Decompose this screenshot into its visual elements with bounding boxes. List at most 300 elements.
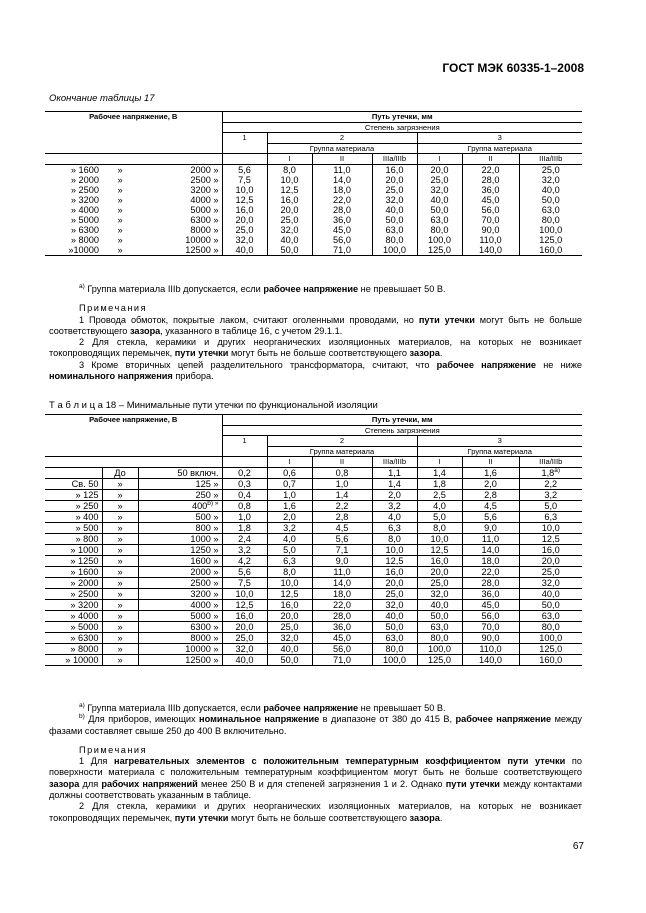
- voltage-mid: »: [117, 174, 123, 185]
- creepage-value: 1,0: [267, 489, 312, 500]
- voltage-to: 6300 »: [138, 621, 222, 632]
- table-row: [45, 164, 582, 175]
- voltage-from: » 10000: [45, 654, 102, 665]
- group-ii: II: [312, 457, 372, 468]
- creepage-value: 5,6: [222, 566, 267, 577]
- voltage-to: 1250 »: [138, 544, 222, 555]
- material-group-header: Группа материала: [267, 143, 417, 154]
- note-2: 2 Для стекла, керамики и других неорганических изоляционных материалов, на которых не возникает токопроводящих перемычек, пути утечки могут быть не больше соответствующего зазора.: [49, 337, 582, 359]
- creepage-value: 32,0: [417, 185, 462, 195]
- footnote-a: $^{a)}$ Группа материала IIIb допускается, если рабочее напряжение не превышает 50 В.: [79, 701, 446, 713]
- voltage-to: 4000 »: [138, 599, 222, 610]
- creepage-value: 56,0: [462, 205, 519, 215]
- creepage-value: 4,5: [462, 500, 519, 511]
- creepage-value: 160,0: [519, 245, 582, 256]
- creepage-value: 110,0: [462, 643, 519, 654]
- creepage-value: 32,0: [417, 588, 462, 599]
- table-row: [45, 175, 582, 185]
- creepage-value: 1,8: [222, 522, 267, 533]
- creepage-value: 7,5: [222, 175, 267, 185]
- creepage-value: 110,0: [462, 235, 519, 245]
- voltage-to: 2000 »: [138, 566, 222, 577]
- group-iii: IIIa/IIIb: [519, 457, 582, 468]
- material-group-header: Группа материала: [417, 446, 582, 457]
- creepage-value: 100,0: [372, 245, 417, 256]
- voltage-from: Св. 50: [45, 478, 102, 489]
- creepage-value: 1,0: [312, 478, 372, 489]
- creepage-value: 10,0: [222, 588, 267, 599]
- creepage-value: 25,0: [222, 632, 267, 643]
- group-i: I: [267, 457, 312, 468]
- creepage-value: 18,0: [312, 185, 372, 195]
- creepage-value: 71,0: [312, 654, 372, 665]
- group-iii: IIIa/IIIb: [519, 154, 582, 165]
- pollution-degree-header: Степень загрязнения: [222, 425, 582, 436]
- voltage-to: $400^{b) »}$: [138, 500, 222, 511]
- voltage-from: » 2000: [70, 174, 99, 185]
- pollution-degree-header: Степень загрязнения: [222, 122, 582, 133]
- creepage-value: 12,5: [222, 195, 267, 205]
- creepage-value: 12,5: [267, 588, 312, 599]
- creepage-value: 16,0: [267, 195, 312, 205]
- voltage-from: » 6300: [70, 224, 99, 235]
- creepage-value: 0,8: [312, 467, 372, 478]
- degree-2: 2: [267, 133, 417, 144]
- creepage-value: 20,0: [267, 205, 312, 215]
- creepage-value: 1,4: [417, 467, 462, 478]
- creepage-value: 36,0: [462, 588, 519, 599]
- creepage-value: 12,5: [222, 599, 267, 610]
- voltage-mid: »: [102, 478, 138, 489]
- voltage-mid: »: [102, 654, 138, 665]
- voltage-from: » 125: [45, 489, 102, 500]
- creepage-value: 10,0: [519, 522, 582, 533]
- creepage-value: 14,0: [312, 577, 372, 588]
- creepage-value: 2,4: [222, 533, 267, 544]
- creepage-value: 9,0: [462, 522, 519, 533]
- creepage-value: 40,0: [372, 205, 417, 215]
- creepage-value: 2,8: [312, 511, 372, 522]
- voltage-mid: »: [117, 164, 123, 175]
- creepage-value: 8,0: [372, 533, 417, 544]
- creepage-value: 16,0: [222, 205, 267, 215]
- creepage-value: 14,0: [462, 544, 519, 555]
- creepage-value: 80,0: [519, 621, 582, 632]
- creepage-value: 6,3: [267, 555, 312, 566]
- footnote-b: $^{b)}$ Для приборов, имеющих номинальное напряжение в диапазоне от 380 до 415 В, рабочее напряжение между фазами составляет свыше 250 до 400 В включительно.: [49, 713, 582, 736]
- voltage-to: 4000 »: [138, 195, 222, 205]
- voltage-mid: »: [117, 184, 123, 195]
- creepage-value: 22,0: [312, 599, 372, 610]
- creepage-value: 10,0: [267, 175, 312, 185]
- voltage-from: [45, 467, 102, 478]
- creepage-value: 1,8$^{a)}$: [519, 467, 582, 478]
- creepage-value: 100,0: [519, 632, 582, 643]
- creepage-value: 25,0: [372, 588, 417, 599]
- creepage-value: 18,0: [462, 555, 519, 566]
- voltage-to: 8000 »: [138, 632, 222, 643]
- creepage-value: 3,2: [267, 522, 312, 533]
- notes-title: Примечания: [79, 744, 148, 755]
- creepage-value: 36,0: [312, 215, 372, 225]
- creepage-value: 9,0: [312, 555, 372, 566]
- creepage-value: 32,0: [372, 195, 417, 205]
- creepage-value: 8,0: [267, 164, 312, 175]
- creepage-value: 140,0: [462, 654, 519, 665]
- creepage-value: 3,2: [372, 500, 417, 511]
- degree-3: 3: [417, 436, 582, 447]
- voltage-mid: »: [102, 599, 138, 610]
- voltage-to: 8000 »: [138, 225, 222, 235]
- table-row: [45, 500, 582, 511]
- creepage-value: 16,0: [372, 566, 417, 577]
- creepage-value: 25,0: [417, 577, 462, 588]
- creepage-value: 16,0: [267, 599, 312, 610]
- creepage-value: 6,3: [519, 511, 582, 522]
- note-1: 1 Провода обмоток, покрытые лаком, считают оголенными проводами, но пути утечки могут быть не больше соответствующего зазора, указанного в таблице 16, с учетом 29.1.1.: [49, 314, 582, 336]
- creepage-value: 63,0: [541, 204, 560, 215]
- voltage-mid: »: [102, 632, 138, 643]
- creepage-value: 2,2: [312, 500, 372, 511]
- creepage-value: 16,0: [372, 164, 417, 175]
- voltage-mid: »: [102, 500, 138, 511]
- creepage-value: 40,0: [541, 184, 560, 195]
- table-row: [45, 544, 582, 555]
- creepage-value: 90,0: [462, 632, 519, 643]
- creepage-value: 10,0: [372, 544, 417, 555]
- creepage-value: 20,0: [417, 566, 462, 577]
- creepage-value: 11,0: [312, 164, 372, 175]
- table-row: [45, 599, 582, 610]
- creepage-value: 80,0: [541, 214, 560, 225]
- creepage-value: 0,6: [267, 467, 312, 478]
- voltage-from: » 1600: [45, 566, 102, 577]
- voltage-to: 500 »: [138, 511, 222, 522]
- creepage-value: 70,0: [462, 621, 519, 632]
- table-18: [45, 414, 582, 666]
- table-row: [45, 225, 582, 235]
- creepage-value: 32,0: [541, 174, 560, 185]
- voltage-mid: »: [102, 577, 138, 588]
- table-row: [45, 478, 582, 489]
- creepage-value: 28,0: [462, 577, 519, 588]
- creepage-value: 63,0: [372, 632, 417, 643]
- voltage-from: » 2500: [45, 588, 102, 599]
- creepage-value: 1,8: [417, 478, 462, 489]
- creepage-value: 80,0: [372, 643, 417, 654]
- creepage-value: 16,0: [417, 555, 462, 566]
- creepage-value: 25,0: [267, 215, 312, 225]
- creepage-value: 32,0: [519, 577, 582, 588]
- voltage-to: 800 »: [138, 522, 222, 533]
- creepage-value: 1,6: [462, 467, 519, 478]
- note-3: 3 Кроме вторичных цепей разделительного трансформатора, считают, что рабочее напряжение не ниже номинального напряжения прибора.: [49, 359, 583, 382]
- table18-caption: Т а б л и ц а 18 – Минимальные пути утечки по функциональной изоляции: [49, 400, 378, 411]
- voltage-from: » 800: [45, 533, 102, 544]
- footnote-a: $^{a)}$ Группа материала IIIb допускается, если рабочее напряжение не превышает 50 В.: [79, 282, 446, 294]
- creepage-value: 2,8: [462, 489, 519, 500]
- creepage-value: 25,0: [417, 175, 462, 185]
- voltage-mid: »: [102, 245, 138, 256]
- creepage-value: 50,0: [417, 205, 462, 215]
- table-row: [45, 588, 582, 599]
- creepage-value: 40,0: [417, 599, 462, 610]
- degree-1: 1: [222, 436, 267, 457]
- creepage-value: 40,0: [417, 195, 462, 205]
- group-iii: IIIa/IIIb: [372, 154, 417, 165]
- creepage-value: 7,1: [312, 544, 372, 555]
- creepage-value: 20,0: [267, 610, 312, 621]
- creepage-value: 63,0: [417, 215, 462, 225]
- creepage-value: 100,0: [417, 643, 462, 654]
- creepage-value: 22,0: [312, 195, 372, 205]
- creepage-value: 36,0: [462, 185, 519, 195]
- table-row: [45, 621, 582, 632]
- creepage-value: 5,0: [267, 544, 312, 555]
- table17-caption: Окончание таблицы 17: [49, 93, 155, 104]
- group-iii: IIIa/IIIb: [372, 457, 417, 468]
- group-i: I: [417, 457, 462, 468]
- creepage-value: 100,0: [372, 654, 417, 665]
- table17-notes: [49, 284, 582, 382]
- voltage-from: » 2500: [70, 184, 99, 195]
- table-row: [45, 632, 582, 643]
- creepage-value: 125,0: [539, 234, 563, 245]
- creepage-value: 10,0: [222, 185, 267, 195]
- creepage-value: 63,0: [417, 621, 462, 632]
- creepage-value: 5,6: [222, 164, 267, 175]
- creepage-value: 32,0: [222, 235, 267, 245]
- degree-3: 3: [417, 133, 582, 144]
- voltage-mid: »: [102, 610, 138, 621]
- creepage-value: 50,0: [267, 654, 312, 665]
- creepage-value: 25,0: [222, 225, 267, 235]
- voltage-to: 125 »: [138, 478, 222, 489]
- creepage-value: 70,0: [462, 215, 519, 225]
- creepage-value: 56,0: [312, 643, 372, 654]
- creepage-value: 4,0: [372, 511, 417, 522]
- creepage-value: 50,0: [541, 194, 560, 205]
- degree-2: 2: [267, 436, 417, 447]
- note-2: 2 Для стекла, керамики и других неорганических изоляционных материалов, на которых не возникает токопроводящих перемычек, пути утечки могут быть не больше соответствующего зазора.: [49, 801, 582, 823]
- voltage-from: » 5000: [45, 621, 102, 632]
- voltage-to: 5000 »: [138, 205, 222, 215]
- table-row: [45, 654, 582, 665]
- creepage-value: 140,0: [462, 245, 519, 256]
- creepage-value: 14,0: [312, 175, 372, 185]
- group-i: I: [417, 154, 462, 165]
- table-row: [45, 522, 582, 533]
- creepage-value: 2,2: [519, 478, 582, 489]
- voltage-mid: »: [102, 544, 138, 555]
- voltage-to: 2500 »: [138, 577, 222, 588]
- creepage-value: 25,0: [519, 566, 582, 577]
- creepage-value: 90,0: [462, 225, 519, 235]
- creepage-value: 12,5: [519, 533, 582, 544]
- creepage-value: 80,0: [417, 632, 462, 643]
- creepage-value: 25,0: [541, 164, 560, 175]
- voltage-from: » 1000: [45, 544, 102, 555]
- creepage-value: 32,0: [372, 599, 417, 610]
- creepage-value: 45,0: [312, 632, 372, 643]
- voltage-mid: »: [102, 566, 138, 577]
- creepage-value: 80,0: [417, 225, 462, 235]
- voltage-from: » 4000: [70, 204, 99, 215]
- voltage-mid: »: [102, 533, 138, 544]
- creepage-value: 1,0: [222, 511, 267, 522]
- creepage-value: 20,0: [222, 215, 267, 225]
- group-ii: II: [312, 154, 372, 165]
- creepage-value: 22,0: [462, 566, 519, 577]
- material-group-header: Группа материала: [417, 143, 582, 154]
- voltage-mid: »: [117, 214, 123, 225]
- material-group-header: Группа материала: [267, 446, 417, 457]
- creepage-value: 16,0: [222, 610, 267, 621]
- creepage-value: 2,0: [267, 511, 312, 522]
- creepage-value: 25,0: [372, 185, 417, 195]
- voltage-to: 250 »: [138, 489, 222, 500]
- creepage-value: 160,0: [519, 654, 582, 665]
- creepage-value: 12,5: [372, 555, 417, 566]
- creepage-value: 2,5: [417, 489, 462, 500]
- creepage-value: 45,0: [462, 195, 519, 205]
- group-ii: II: [462, 154, 519, 165]
- creepage-value: 11,0: [462, 533, 519, 544]
- voltage-from: » 3200: [70, 194, 99, 205]
- creepage-value: 10,0: [417, 533, 462, 544]
- creepage-value: 63,0: [519, 610, 582, 621]
- voltage-mid: »: [102, 522, 138, 533]
- table-row: [45, 185, 582, 195]
- creepage-value: 125,0: [417, 245, 462, 256]
- voltage-from: » 8000: [70, 234, 99, 245]
- creepage-value: 56,0: [462, 610, 519, 621]
- voltage-from: » 400: [45, 511, 102, 522]
- creepage-value: 5,6: [462, 511, 519, 522]
- voltage-mid: »: [102, 489, 138, 500]
- creepage-value: 25,0: [267, 621, 312, 632]
- voltage-from: » 1600: [70, 164, 99, 175]
- creepage-value: 5,6: [312, 533, 372, 544]
- working-voltage-header: Рабочее напряжение, В: [45, 112, 222, 154]
- voltage-to: 2000 »: [138, 164, 222, 175]
- table-row: [45, 489, 582, 500]
- creepage-value: 22,0: [462, 164, 519, 175]
- voltage-mid: »: [102, 588, 138, 599]
- standard-designation: ГОСТ МЭК 60335-1–2008: [442, 61, 584, 75]
- creepage-value: 20,0: [372, 577, 417, 588]
- creepage-value: 3,2: [222, 544, 267, 555]
- creepage-value: 2,0: [372, 489, 417, 500]
- creepage-value: 2,0: [462, 478, 519, 489]
- voltage-mid: »: [117, 224, 123, 235]
- table18-notes: [49, 703, 582, 824]
- table-row: [45, 215, 582, 225]
- creepage-value: 4,0: [267, 533, 312, 544]
- table-row: [45, 566, 582, 577]
- voltage-from: » 8000: [45, 643, 102, 654]
- creepage-value: 5,0: [417, 511, 462, 522]
- table-row: [45, 205, 582, 215]
- voltage-from: » 2000: [45, 577, 102, 588]
- creepage-value: 100,0: [417, 235, 462, 245]
- creepage-value: 100,0: [539, 224, 563, 235]
- voltage-from: » 3200: [45, 599, 102, 610]
- creepage-value: 0,8: [222, 500, 267, 511]
- notes-title: Примечания: [79, 303, 148, 314]
- working-voltage-header: Рабочее напряжение, В: [45, 415, 222, 457]
- voltage-mid: »: [117, 204, 123, 215]
- voltage-to: 1600 »: [138, 555, 222, 566]
- voltage-mid: »: [117, 234, 123, 245]
- creepage-value: 50,0: [372, 621, 417, 632]
- creepage-value: 0,3: [222, 478, 267, 489]
- creepage-value: 1,6: [267, 500, 312, 511]
- creepage-value: 20,0: [372, 175, 417, 185]
- note-1: 1 Для нагревательных элементов с положительным температурным коэффициентом пути утечки по поверхности материала с положительным температурным коэффициентом могут быть не больше соответствующего зазора для рабочих напряжений менее 250 В и для степеней загрязнения 1 и 2. Однако пути утечки между контактами должны соответствовать указанным в таблице.: [49, 756, 583, 801]
- creepage-value: 28,0: [312, 610, 372, 621]
- creepage-value: 20,0: [417, 164, 462, 175]
- creepage-value: 16,0: [519, 544, 582, 555]
- creepage-value: 8,0: [417, 522, 462, 533]
- creepage-value: 20,0: [519, 555, 582, 566]
- voltage-mid: »: [117, 194, 123, 205]
- creepage-value: 7,5: [222, 577, 267, 588]
- voltage-from: » 5000: [70, 214, 99, 225]
- table-row: [45, 245, 582, 256]
- creepage-value: 6,3: [372, 522, 417, 533]
- creepage-value: 32,0: [267, 632, 312, 643]
- creepage-value: 45,0: [462, 599, 519, 610]
- creepage-value: 125,0: [417, 654, 462, 665]
- voltage-mid: До: [102, 467, 138, 478]
- creepage-header: Путь утечки, мм: [222, 415, 582, 426]
- creepage-value: 5,0: [519, 500, 582, 511]
- creepage-value: 50,0: [417, 610, 462, 621]
- table-row: [45, 643, 582, 654]
- voltage-mid: »: [102, 643, 138, 654]
- creepage-value: 0,7: [267, 478, 312, 489]
- creepage-value: 12,5: [417, 544, 462, 555]
- creepage-value: 0,2: [222, 467, 267, 478]
- table-row: [45, 467, 582, 478]
- voltage-to: 10000 »: [138, 235, 222, 245]
- creepage-value: 20,0: [222, 621, 267, 632]
- creepage-value: 36,0: [312, 621, 372, 632]
- creepage-value: 80,0: [372, 235, 417, 245]
- creepage-value: 1,4: [312, 489, 372, 500]
- voltage-to: 3200 »: [138, 185, 222, 195]
- creepage-value: 40,0: [519, 588, 582, 599]
- voltage-mid: »: [102, 511, 138, 522]
- creepage-value: 45,0: [312, 225, 372, 235]
- creepage-value: 1,4: [372, 478, 417, 489]
- voltage-from: »10000: [45, 245, 102, 256]
- table-row: [45, 533, 582, 544]
- voltage-from: » 500: [45, 522, 102, 533]
- creepage-value: 40,0: [222, 245, 267, 256]
- creepage-value: 4,0: [417, 500, 462, 511]
- creepage-value: 32,0: [267, 225, 312, 235]
- creepage-value: 4,5: [312, 522, 372, 533]
- creepage-value: 63,0: [372, 225, 417, 235]
- voltage-from: » 6300: [45, 632, 102, 643]
- creepage-value: 3,2: [519, 489, 582, 500]
- voltage-from: » 4000: [45, 610, 102, 621]
- voltage-to: 12500 »: [138, 654, 222, 665]
- creepage-value: 40,0: [267, 643, 312, 654]
- creepage-value: 56,0: [312, 235, 372, 245]
